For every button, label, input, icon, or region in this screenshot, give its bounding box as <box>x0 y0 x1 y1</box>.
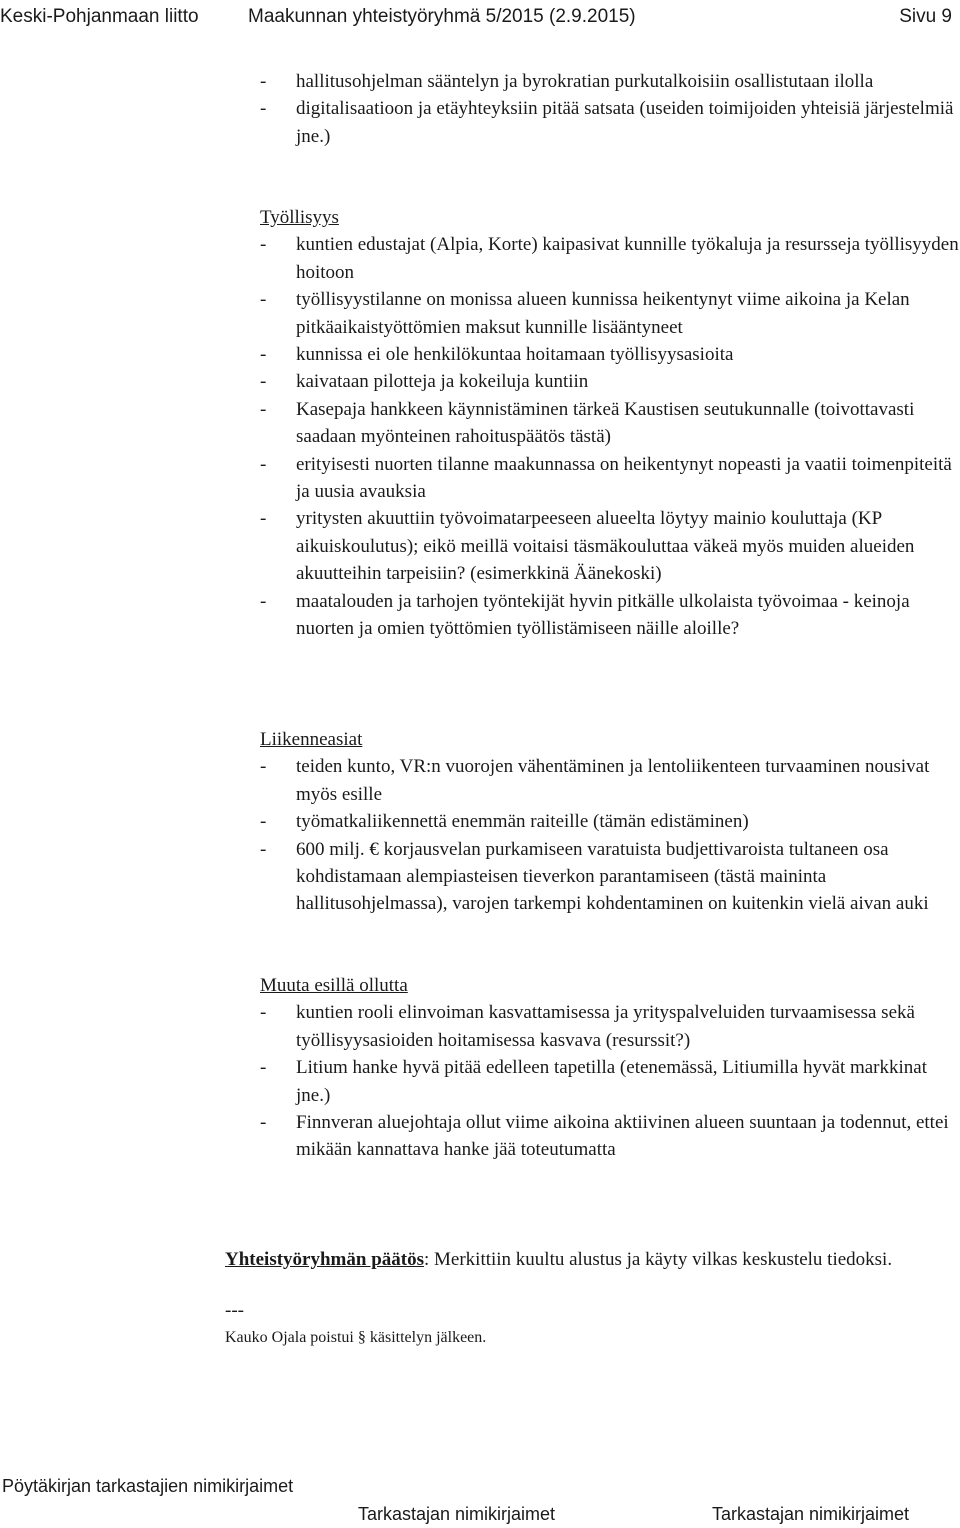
list-item-text: Litium hanke hyvä pitää edelleen tapetilla (etenemässä, Litiumilla hyvät markkinat jne.) <box>296 1057 927 1106</box>
list-item-text: Finnveran aluejohtaja ollut viime aikoina aktiivinen alueen suuntaan ja todennut, ettei mikään kannattava hanke jää toteutumatta <box>296 1112 949 1161</box>
list-item <box>260 95 960 150</box>
list-dash: - <box>260 1002 267 1024</box>
section-tyollisyys <box>260 204 960 643</box>
list-dash: - <box>260 756 267 778</box>
list-item-text: hallitusohjelman sääntelyn ja byrokratian purkutalkoisiin osallistutaan ilolla <box>296 71 874 92</box>
header-page-number: Sivu 9 <box>899 6 952 27</box>
list-dash: - <box>260 590 267 612</box>
list-item <box>260 999 960 1054</box>
list-item <box>260 588 960 643</box>
intro-list <box>260 68 960 150</box>
list-dash: - <box>260 1112 267 1134</box>
list-item <box>260 836 960 918</box>
attendance-note: Kauko Ojala poistui § käsittelyn jälkeen. <box>225 1329 487 1346</box>
header-meeting: Maakunnan yhteistyöryhmä 5/2015 (2.9.2015) <box>248 6 636 27</box>
section-title: Työllisyys <box>260 207 339 228</box>
list-dash: - <box>260 453 267 475</box>
header-organization: Keski-Pohjanmaan liitto <box>0 6 199 27</box>
list-item-text: kuntien edustajat (Alpia, Korte) kaipasivat kunnille työkaluja ja resursseja työllisyyden hoitoon <box>296 234 959 283</box>
list-dash: - <box>260 1057 267 1079</box>
section-muuta <box>260 972 960 1164</box>
list-item <box>260 1054 960 1109</box>
list-item-text: kunnissa ei ole henkilökuntaa hoitamaan työllisyysasioita <box>296 344 734 366</box>
decision-paragraph <box>225 1246 925 1273</box>
list-item <box>260 808 960 835</box>
list-dash: - <box>260 371 267 393</box>
list-dash: - <box>260 289 267 311</box>
list-item-text: kuntien rooli elinvoiman kasvattamisessa ja yrityspalveluiden turvaamisessa sekä työllisyysasioiden hoitamisessa kasvava (resurssit?) <box>296 1002 915 1051</box>
list-item-text: työmatkaliikennettä enemmän raiteille (tämän edistäminen) <box>296 811 749 833</box>
list-item <box>260 68 960 95</box>
list-dash: - <box>260 398 267 420</box>
list-item <box>260 368 960 395</box>
list-item-text: teiden kunto, VR:n vuorojen vähentäminen ja lentoliikenteen turvaaminen nousivat myös esille <box>296 756 930 805</box>
list-item-text: digitalisaatioon ja etäyhteyksiin pitää satsata (useiden toimijoiden yhteisiä järjestelmiä jne.) <box>296 98 954 147</box>
section-title: Muuta esillä ollutta <box>260 975 408 996</box>
list-dash: - <box>260 344 267 366</box>
list-item-text: kaivataan pilotteja ja kokeiluja kuntiin <box>296 371 589 393</box>
list-item-text: erityisesti nuorten tilanne maakunnassa on heikentynyt nopeasti ja vaatii toimenpiteitä ja uusia avauksia <box>296 453 952 503</box>
list-dash: - <box>260 71 267 92</box>
list-item <box>260 505 960 587</box>
page-header <box>0 2 960 34</box>
list-item-text: työllisyystilanne on monissa alueen kunnissa heikentynyt viime aikoina ja Kelan pitkäaikaistyöttömien maksut kunnille lisääntyneet <box>296 289 910 338</box>
list-item-text: maatalouden ja tarhojen työntekijät hyvin pitkälle ulkolaista työvoimaa - keinoja nuorten ja omien työttömien työllistämiseen näille aloille? <box>296 590 910 640</box>
list-item-text: Kasepaja hankkeen käynnistäminen tärkeä Kaustisen seutukunnalle (toivottavasti saadaan myönteinen rahoituspäätös tästä) <box>296 398 915 448</box>
list-item <box>260 231 960 286</box>
footer-minutes-signatures: Pöytäkirjan tarkastajien nimikirjaimet <box>2 1476 294 1496</box>
list-item-text: yritysten akuuttiin työvoimatarpeeseen alueelta löytyy mainio kouluttaja (KP aikuiskoulutus); eikö meillä voitaisi täsmäkouluttaa väkeä myös muiden alueiden akuutteihin tarpeisiin? (esimerkkinä Äänekoski) <box>296 508 915 585</box>
list-dash: - <box>260 508 267 530</box>
decision-label: Yhteistyöryhmän päätös <box>225 1249 424 1270</box>
section-liikenneasiat <box>260 726 960 918</box>
list-item <box>260 1109 960 1164</box>
list-dash: - <box>260 234 267 256</box>
list-item <box>260 341 960 368</box>
list-item <box>260 396 960 451</box>
separator: --- <box>225 1300 244 1321</box>
list-item <box>260 451 960 506</box>
list-item-text: 600 milj. € korjausvelan purkamiseen varatuista budjettivaroista tultaneen osa kohdistamaan alempiasteisen tieverkon parantamiseen (tästä maininta hallitusohjelmassa), varojen tarkempi kohdentaminen on kuitenkin vielä aivan auki <box>296 838 929 915</box>
section-title: Liikenneasiat <box>260 729 363 750</box>
list-item <box>260 286 960 341</box>
list-dash: - <box>260 838 267 860</box>
list-dash: - <box>260 98 267 120</box>
footer-checker-initials-2: Tarkastajan nimikirjaimet <box>712 1504 910 1524</box>
list-dash: - <box>260 811 267 833</box>
footer-checker-initials-1: Tarkastajan nimikirjaimet <box>358 1504 556 1524</box>
list-item <box>260 753 960 808</box>
decision-text: : Merkittiin kuultu alustus ja käyty vilkas keskustelu tiedoksi. <box>423 1249 893 1270</box>
